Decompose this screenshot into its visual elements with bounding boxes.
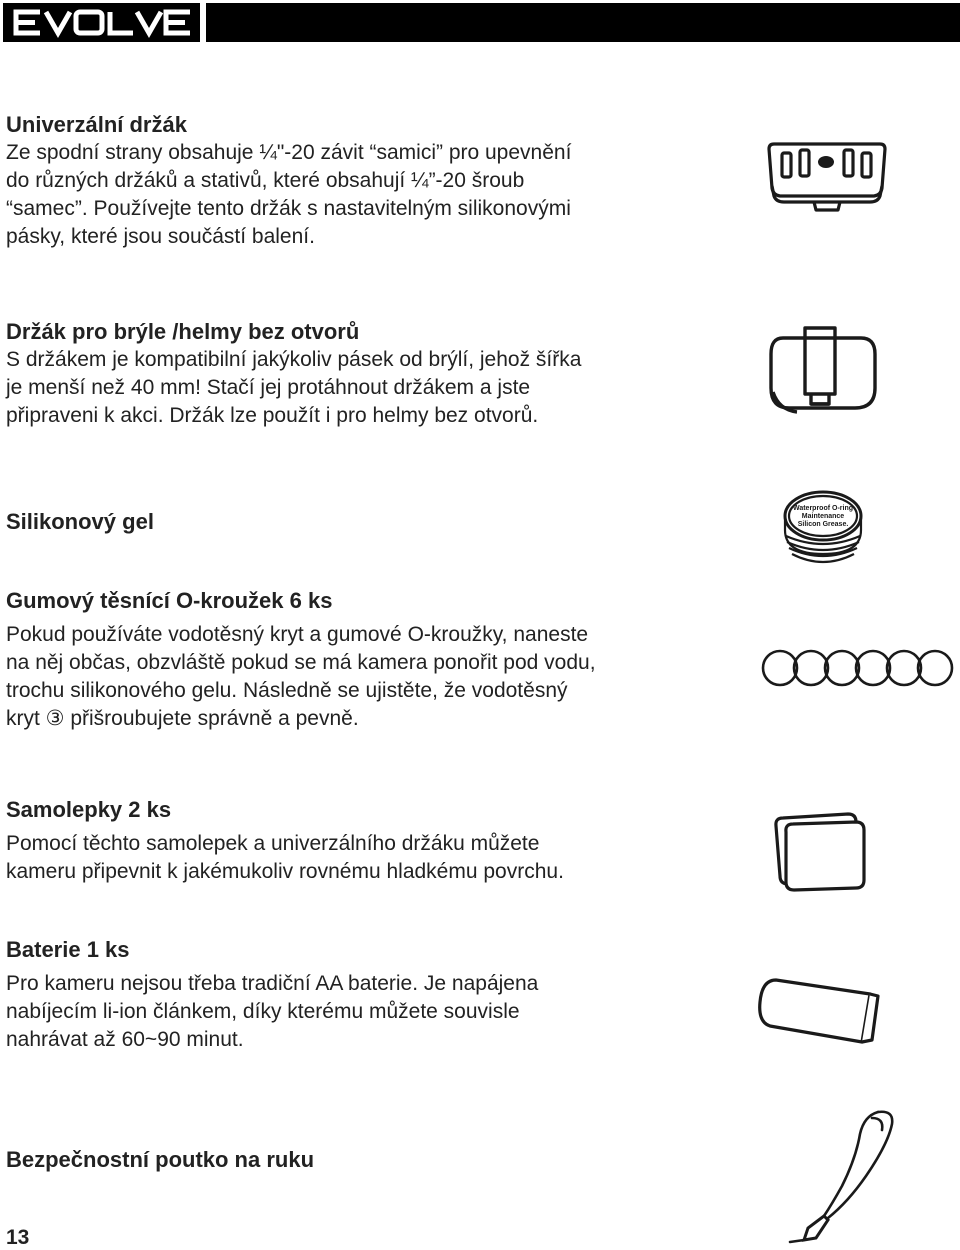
o-rings-illustration <box>760 646 956 690</box>
section-heading: Samolepky 2 ks <box>6 797 172 822</box>
section-heading: Gumový těsnící O-kroužek 6 ks <box>6 588 333 613</box>
section-text-line: Ze spodní strany obsahuje ¼"-20 závit “samici” pro upevnění <box>6 141 572 164</box>
section-text-line: připraveni k akci. Držák lze použít i pro helmy bez otvorů. <box>6 404 539 427</box>
silicone-gel-illustration <box>780 486 866 576</box>
section-text-line: Pomocí těchto samolepek a univerzálního držáku můžete <box>6 832 540 855</box>
section-text-line: “samec”. Používejte tento držák s nastavitelným silikonovými <box>6 197 571 220</box>
section-text-line: pásky, které jsou součástí balení. <box>6 225 315 248</box>
section-text-line: do různých držáků a stativů, které obsahují ¼”-20 šroub <box>6 169 525 192</box>
section-battery <box>6 936 538 1054</box>
section-universal-mount <box>6 111 571 251</box>
section-text-line: nahrávat až 60~90 minut. <box>6 1028 244 1051</box>
section-o-rings <box>6 587 596 733</box>
evolve-logo-mark <box>3 3 200 42</box>
wrist-strap-illustration <box>768 1104 908 1244</box>
section-heading: Univerzální držák <box>6 112 187 137</box>
section-heading: Bezpečnostní poutko na ruku <box>6 1147 315 1172</box>
universal-mount-illustration <box>764 138 890 214</box>
section-glasses-mount <box>6 318 581 430</box>
gel-label-line: Waterproof O-ring <box>792 505 854 512</box>
gel-label-line: Maintenance <box>801 513 845 520</box>
section-text-line: trochu silikonového gelu. Následně se ujistěte, že vodotěsný <box>6 679 568 702</box>
section-stickers <box>6 796 564 886</box>
page-header <box>0 0 960 44</box>
section-heading: Silikonový gel <box>6 509 154 534</box>
header-bar <box>206 3 960 42</box>
evolve-logo <box>3 3 200 42</box>
section-wrist-strap <box>6 1146 314 1174</box>
glasses-mount-illustration <box>765 324 879 416</box>
section-text-line: Pro kameru nejsou třeba tradiční AA baterie. Je napájena <box>6 972 539 995</box>
section-text-line: kryt ③ přišroubujete správně a pevně. <box>6 707 359 730</box>
section-text-line: kameru připevnit k jakémukoliv rovnému hladkému povrchu. <box>6 860 564 883</box>
battery-illustration <box>752 970 888 1050</box>
section-text-line: je menší než 40 mm! Stačí jej protáhnout držákem a jste <box>6 376 531 399</box>
section-heading: Držák pro brýle /helmy bez otvorů <box>6 319 360 344</box>
section-text-line: nabíjecím li-ion článkem, díky kterému můžete souvisle <box>6 1000 520 1023</box>
gel-label-line: Silicon Grease. <box>797 521 849 528</box>
section-text-line: S držákem je kompatibilní jakýkoliv pásek od brýlí, jehož šířka <box>6 348 582 371</box>
section-text-line: Pokud používáte vodotěsný kryt a gumové O-kroužky, naneste <box>6 623 589 646</box>
page-number: 13 <box>6 1226 30 1249</box>
stickers-illustration <box>772 810 868 894</box>
section-silicone-gel <box>6 508 154 536</box>
section-text-line: na něj občas, obzvláště pokud se má kamera ponořit pod vodu, <box>6 651 596 674</box>
section-heading: Baterie 1 ks <box>6 937 130 962</box>
